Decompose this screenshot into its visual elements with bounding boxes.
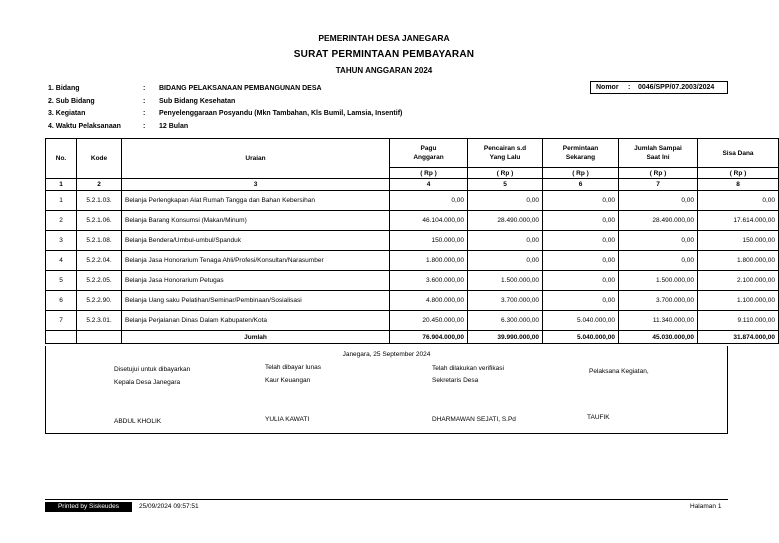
- total-pencairan: 39.990.000,00: [468, 331, 543, 344]
- document-title: SURAT PERMINTAAN PEMBAYARAN: [293, 49, 475, 60]
- cell-permintaan: 0,00: [543, 211, 619, 231]
- column-number: 8: [698, 179, 779, 191]
- cell-uraian: Belanja Jasa Honorarium Tenaga Ahli/Profesi/Konsultan/Narasumber: [122, 251, 390, 271]
- info-waktu: [48, 123, 588, 133]
- info-label: 4. Waktu Pelaksanaan: [48, 123, 121, 130]
- cell-no: 2: [46, 211, 77, 231]
- header-line: Permintaan: [562, 145, 599, 152]
- nomor-colon: :: [628, 84, 631, 91]
- cell-permintaan: 0,00: [543, 271, 619, 291]
- info-label: 1. Bidang: [48, 85, 80, 92]
- cell-sisa: 1.100.000,00: [698, 291, 779, 311]
- sig3-line1: Telah dilakukan verifikasi: [432, 365, 504, 372]
- cell-pencairan: 0,00: [468, 251, 543, 271]
- cell-kode: 5.2.1.06.: [77, 211, 122, 231]
- col-header-permintaan: [543, 139, 619, 168]
- table-row: [46, 251, 779, 271]
- header-line: Yang Lalu: [489, 154, 521, 161]
- cell-pagu: 4.800.000,00: [390, 291, 468, 311]
- sig1-line2: Kepala Desa Janegara: [114, 379, 181, 386]
- cell-pencairan: 6.300.000,00: [468, 311, 543, 331]
- cell-no: 7: [46, 311, 77, 331]
- header-line: Saat Ini: [646, 154, 670, 161]
- cell-permintaan: 0,00: [543, 191, 619, 211]
- cell-kode: 5.2.3.01.: [77, 311, 122, 331]
- cell-no: 4: [46, 251, 77, 271]
- column-number: 6: [543, 179, 619, 191]
- sig1-name: ABDUL KHOLIK: [114, 418, 162, 425]
- column-number: 1: [46, 179, 77, 191]
- cell-uraian: Belanja Bendera/Umbul-umbul/Spanduk: [122, 231, 390, 251]
- header-line: Pagu: [420, 145, 437, 152]
- column-number: 2: [77, 179, 122, 191]
- nomor-label: Nomor: [596, 84, 619, 91]
- info-colon: :: [143, 110, 146, 117]
- table-row: [46, 271, 779, 291]
- currency-label: ( Rp ): [619, 168, 698, 179]
- sig1-line1: Disetujui untuk dibayarkan: [114, 366, 191, 373]
- print-datetime: 25/09/2024 09:57:51: [139, 503, 199, 510]
- column-number-row: [46, 179, 779, 191]
- header-government: PEMERINTAH DESA JANEGARA: [318, 33, 450, 43]
- payment-table: [45, 138, 779, 344]
- cell-no: 5: [46, 271, 77, 291]
- sig2-name: YULIA KAWATI: [265, 416, 310, 423]
- cell-kode: 5.2.2.04.: [77, 251, 122, 271]
- table-row: [46, 311, 779, 331]
- cell-sisa: 2.100.000,00: [698, 271, 779, 291]
- nomor-value: 0046/SPP/07.2003/2024: [638, 84, 715, 91]
- info-value: Penyelenggaraan Posyandu (Mkn Tambahan, Kls Bumil, Lamsia, Insentif): [159, 110, 403, 117]
- cell-uraian: Belanja Uang saku Pelatihan/Seminar/Pembinaan/Sosialisasi: [122, 291, 390, 311]
- cell-sisa: 17.614.000,00: [698, 211, 779, 231]
- currency-label: ( Rp ): [543, 168, 619, 179]
- col-header-kode: Kode: [77, 139, 122, 179]
- column-number: 3: [122, 179, 390, 191]
- cell-pencairan: 0,00: [468, 231, 543, 251]
- currency-label: ( Rp ): [698, 168, 779, 179]
- place-date: Janegara, 25 September 2024: [342, 351, 431, 358]
- total-pagu: 76.904.000,00: [390, 331, 468, 344]
- cell-jumlah: 3.700.000,00: [619, 291, 698, 311]
- cell-no: 6: [46, 291, 77, 311]
- info-value: BIDANG PELAKSANAAN PEMBANGUNAN DESA: [159, 85, 322, 92]
- sig3-line2: Sekretaris Desa: [432, 377, 479, 384]
- signature-block: [45, 346, 728, 434]
- total-jumlah: 45.030.000,00: [619, 331, 698, 344]
- col-header-no: No.: [46, 139, 77, 179]
- cell-kode: 5.2.2.90.: [77, 291, 122, 311]
- sig4-line1: Pelaksana Kegiatan,: [589, 368, 649, 375]
- nomor-box: [590, 81, 728, 94]
- table-row: [46, 191, 779, 211]
- col-header-pagu: [390, 139, 468, 168]
- column-number: 7: [619, 179, 698, 191]
- info-label: 3. Kegiatan: [48, 110, 86, 117]
- cell-kode: 5.2.1.08.: [77, 231, 122, 251]
- fiscal-year: TAHUN ANGGARAN 2024: [335, 66, 433, 75]
- cell-pagu: 3.600.000,00: [390, 271, 468, 291]
- cell-permintaan: 0,00: [543, 291, 619, 311]
- total-label: Jumlah: [122, 331, 390, 344]
- cell-pencairan: 3.700.000,00: [468, 291, 543, 311]
- cell-jumlah: 0,00: [619, 191, 698, 211]
- cell-pagu: 20.450.000,00: [390, 311, 468, 331]
- info-kegiatan: [48, 110, 588, 120]
- total-sisa: 31.874.000,00: [698, 331, 779, 344]
- cell-sisa: 150.000,00: [698, 231, 779, 251]
- col-header-pencairan: [468, 139, 543, 168]
- header-row: [46, 139, 779, 168]
- cell-no: 1: [46, 191, 77, 211]
- sig3-name: DHARMAWAN SEJATI, S.Pd: [432, 416, 516, 423]
- cell-sisa: 1.800.000,00: [698, 251, 779, 271]
- cell-sisa: 9.110.000,00: [698, 311, 779, 331]
- cell-uraian: Belanja Barang Konsumsi (Makan/Minum): [122, 211, 390, 231]
- cell-jumlah: 0,00: [619, 251, 698, 271]
- col-header-sisa: Sisa Dana: [698, 139, 779, 168]
- cell-pagu: 150.000,00: [390, 231, 468, 251]
- info-value: Sub Bidang Kesehatan: [159, 98, 236, 105]
- footer-divider: [45, 499, 728, 500]
- page-number: Halaman 1: [690, 503, 722, 510]
- header-line: Jumlah Sampai: [634, 145, 682, 152]
- column-number: 5: [468, 179, 543, 191]
- cell-jumlah: 28.490.000,00: [619, 211, 698, 231]
- total-row: [46, 331, 779, 344]
- total-empty: [77, 331, 122, 344]
- total-empty: [46, 331, 77, 344]
- sig2-line2: Kaur Keuangan: [265, 377, 311, 384]
- info-sub-bidang: [48, 98, 588, 108]
- currency-label: ( Rp ): [468, 168, 543, 179]
- info-colon: :: [143, 85, 146, 92]
- info-bidang: [48, 85, 588, 95]
- cell-jumlah: 11.340.000,00: [619, 311, 698, 331]
- cell-permintaan: 0,00: [543, 251, 619, 271]
- info-colon: :: [143, 123, 146, 130]
- currency-label: ( Rp ): [390, 168, 468, 179]
- table-row: [46, 231, 779, 251]
- cell-pagu: 1.800.000,00: [390, 251, 468, 271]
- header-line: Anggaran: [413, 154, 444, 161]
- cell-pagu: 0,00: [390, 191, 468, 211]
- table-body: [46, 191, 779, 331]
- col-header-jumlah: [619, 139, 698, 168]
- header-line: Pencairan s.d: [483, 145, 527, 152]
- cell-sisa: 0,00: [698, 191, 779, 211]
- sig4-name: TAUFIK: [587, 414, 610, 421]
- col-header-uraian: Uraian: [122, 139, 390, 179]
- cell-pencairan: 1.500.000,00: [468, 271, 543, 291]
- printed-by-badge: Printed by Siskeudes: [45, 502, 132, 512]
- cell-permintaan: 0,00: [543, 231, 619, 251]
- cell-uraian: Belanja Jasa Honorarium Petugas: [122, 271, 390, 291]
- cell-uraian: Belanja Perjalanan Dinas Dalam Kabupaten/Kota: [122, 311, 390, 331]
- cell-no: 3: [46, 231, 77, 251]
- column-number: 4: [390, 179, 468, 191]
- cell-permintaan: 5.040.000,00: [543, 311, 619, 331]
- cell-kode: 5.2.1.03.: [77, 191, 122, 211]
- sig2-line1: Telah dibayar lunas: [265, 364, 322, 371]
- info-colon: :: [143, 98, 146, 105]
- cell-pagu: 46.104.000,00: [390, 211, 468, 231]
- header-line: Sekarang: [565, 154, 596, 161]
- cell-pencairan: 0,00: [468, 191, 543, 211]
- info-value: 12 Bulan: [159, 123, 189, 130]
- cell-jumlah: 0,00: [619, 231, 698, 251]
- cell-jumlah: 1.500.000,00: [619, 271, 698, 291]
- table-row: [46, 211, 779, 231]
- cell-uraian: Belanja Perlengkapan Alat Rumah Tangga dan Bahan Kebersihan: [122, 191, 390, 211]
- total-permintaan: 5.040.000,00: [543, 331, 619, 344]
- cell-kode: 5.2.2.05.: [77, 271, 122, 291]
- info-label: 2. Sub Bidang: [48, 98, 95, 105]
- cell-pencairan: 28.490.000,00: [468, 211, 543, 231]
- table-row: [46, 291, 779, 311]
